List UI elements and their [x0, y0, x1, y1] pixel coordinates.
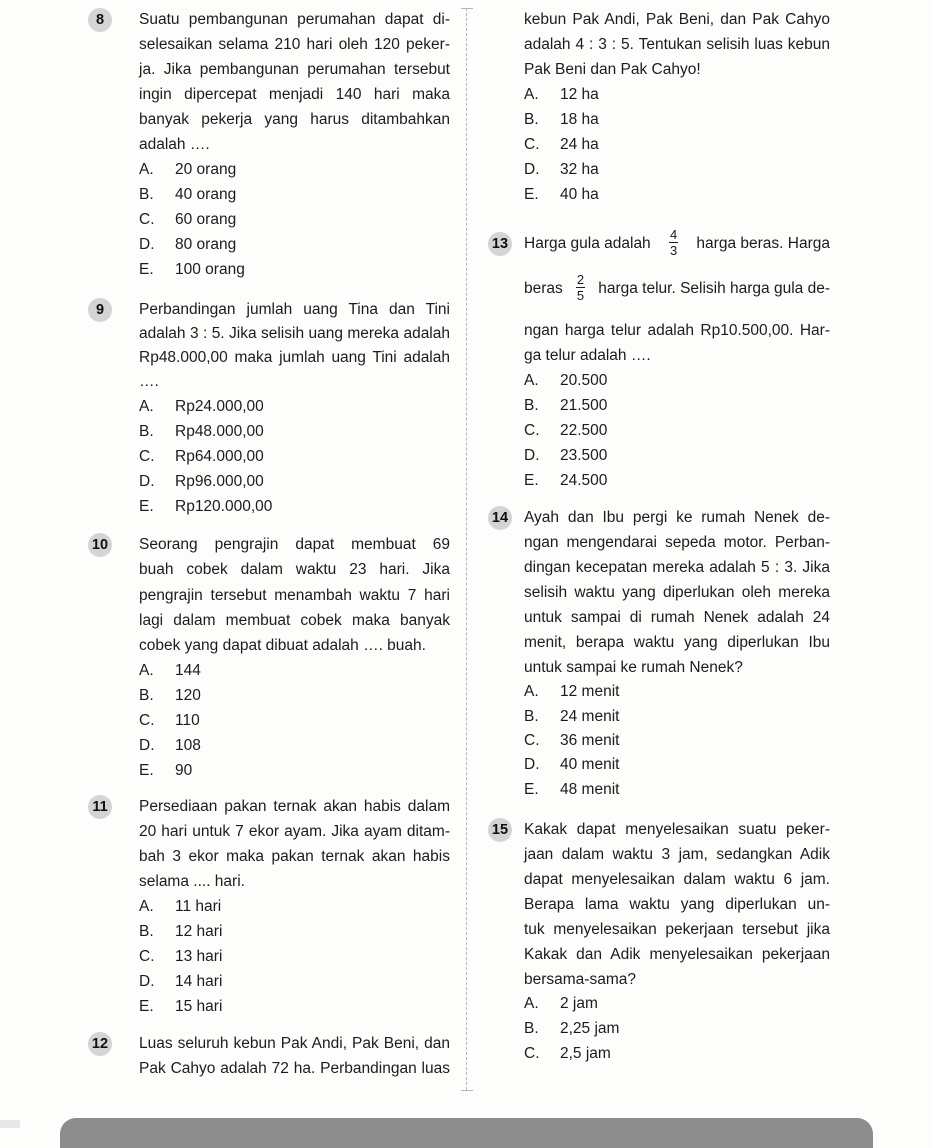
answer-option[interactable] [139, 759, 192, 783]
option-text: 2 jam [560, 995, 598, 1012]
question-text-line: jaan dalam waktu 3 jam, sedangkan Adik [524, 846, 830, 863]
option-text: 12 ha [560, 86, 599, 103]
option-text: Rp96.000,00 [175, 473, 264, 490]
option-letter: B. [524, 397, 539, 414]
page-edge-mark [0, 1120, 20, 1128]
column-divider-cap [461, 8, 473, 9]
answer-option[interactable] [139, 258, 245, 282]
option-letter: A. [139, 398, 154, 415]
question-text-line: tuk menyelesaikan pekerjaan tersebut jika [524, 921, 830, 938]
option-letter: A. [524, 995, 539, 1012]
question-text-line: selisih waktu yang diperlukan oleh mereka [524, 584, 830, 601]
question-number-badge: 14 [488, 506, 512, 530]
option-letter: A. [524, 372, 539, 389]
option-letter: E. [524, 186, 539, 203]
option-text: 21.500 [560, 397, 608, 414]
question-text-line [524, 226, 830, 258]
question-text-line: dingan kecepatan mereka adalah 5 : 3. Jika [524, 559, 830, 576]
option-letter: E. [139, 762, 154, 779]
answer-option[interactable] [139, 945, 222, 969]
question-text-line: bersama-sama? [524, 971, 636, 988]
question-text-line: cobek yang dapat dibuat adalah …. buah. [139, 637, 426, 654]
option-text: 14 hari [175, 973, 223, 990]
fraction-denominator: 3 [669, 242, 678, 258]
question-text-line: Pak Beni dan Pak Cahyo! [524, 61, 701, 78]
answer-option[interactable] [139, 495, 272, 519]
question-text-line: Pak Cahyo adalah 72 ha. Perbandingan luas [139, 1060, 450, 1077]
answer-option[interactable] [524, 394, 607, 418]
option-text: 80 orang [175, 236, 237, 253]
question-text-line: lagi dalam membuat cobek maka banyak [139, 612, 450, 629]
option-letter: A. [524, 683, 539, 700]
page-bottom-bar [60, 1118, 873, 1148]
question-text-line: ga telur adalah …. [524, 347, 651, 364]
answer-option[interactable] [524, 729, 619, 753]
answer-option[interactable] [524, 753, 619, 777]
option-letter: A. [139, 161, 154, 178]
option-letter: B. [524, 1020, 539, 1037]
question-text-line: adalah 4 : 3 : 5. Tentukan selisih luas kebun [524, 36, 830, 53]
answer-option[interactable] [139, 684, 201, 708]
answer-option[interactable] [524, 444, 607, 468]
answer-option[interactable] [524, 419, 607, 443]
answer-option[interactable] [139, 970, 222, 994]
option-text: 18 ha [560, 111, 599, 128]
option-text: 13 hari [175, 948, 223, 965]
question-text-line: banyak pekerja yang harus ditambahkan [139, 111, 450, 128]
fraction-numerator: 4 [669, 226, 678, 242]
option-text: 2,25 jam [560, 1020, 620, 1037]
question-text-line: ngan harga telur adalah Rp10.500,00. Har- [524, 322, 830, 339]
option-text: 48 menit [560, 781, 620, 798]
fraction-numerator: 2 [576, 271, 585, 287]
question-text-line: Rp48.000,00 maka jumlah uang Tini adalah [139, 349, 450, 366]
question-text-line: dapat menyelesaikan dalam waktu 6 jam. [524, 871, 830, 888]
answer-option[interactable] [139, 659, 201, 683]
option-letter: C. [524, 732, 540, 749]
option-text: 11 hari [175, 898, 222, 915]
option-letter: D. [139, 473, 155, 490]
question-text-line: ingin dipercepat menjadi 140 hari maka [139, 86, 450, 103]
question-number-badge: 11 [88, 795, 112, 819]
option-text: 15 hari [175, 998, 223, 1015]
fraction-denominator: 5 [576, 287, 585, 303]
answer-option[interactable] [524, 778, 619, 802]
answer-option[interactable] [139, 445, 264, 469]
text-segment: beras [524, 280, 563, 297]
answer-option[interactable] [524, 369, 607, 393]
option-letter: C. [139, 712, 155, 729]
question-text-line: 20 hari untuk 7 ekor ayam. Jika ayam ditam- [139, 823, 450, 840]
answer-option[interactable] [524, 108, 599, 132]
option-text: 144 [175, 662, 201, 679]
answer-option[interactable] [524, 133, 599, 157]
answer-option[interactable] [524, 469, 607, 493]
option-letter: C. [139, 211, 155, 228]
answer-option[interactable] [139, 895, 221, 919]
option-text: 108 [175, 737, 201, 754]
question-text-line: untuk sampai ke rumah Nenek? [524, 659, 743, 676]
question-text-line: adalah …. [139, 136, 210, 153]
answer-option[interactable] [524, 1017, 619, 1041]
question-number-badge: 9 [88, 298, 112, 322]
option-text: 20 orang [175, 161, 237, 178]
question-text-line: Luas seluruh kebun Pak Andi, Pak Beni, dan [139, 1035, 450, 1052]
answer-option[interactable] [139, 709, 200, 733]
option-letter: B. [524, 708, 539, 725]
option-letter: C. [524, 1045, 540, 1062]
question-text-line: selama .... hari. [139, 873, 245, 890]
option-letter: E. [139, 998, 154, 1015]
question-text-line: untuk sampai di rumah Nenek adalah 24 [524, 609, 830, 626]
option-letter: C. [139, 948, 155, 965]
option-text: 20.500 [560, 372, 608, 389]
answer-option[interactable] [139, 208, 236, 232]
question-text-line: kebun Pak Andi, Pak Beni, dan Pak Cahyo [524, 11, 830, 28]
option-letter: D. [524, 161, 540, 178]
question-text-line: …. [139, 373, 159, 390]
option-letter: B. [139, 687, 154, 704]
option-text: 60 orang [175, 211, 237, 228]
answer-option[interactable] [139, 995, 222, 1019]
option-text: 36 menit [560, 732, 620, 749]
column-divider [466, 8, 467, 1090]
question-number-badge: 8 [88, 8, 112, 32]
question-text-line: selesaikan selama 210 hari oleh 120 peker- [139, 36, 450, 53]
question-text-line: Kakak dapat menyelesaikan suatu peker- [524, 821, 830, 838]
option-text: 23.500 [560, 447, 608, 464]
question-text-line: ja. Jika pembangunan perumahan tersebut [139, 61, 450, 78]
question-text-line: Kakak dan Adik menyelesaikan pekerjaan [524, 946, 830, 963]
question-text-line: Perbandingan jumlah uang Tina dan Tini [139, 301, 450, 318]
question-text-line: Suatu pembangunan perumahan dapat di- [139, 11, 450, 28]
option-text: 40 menit [560, 756, 620, 773]
fraction [669, 227, 678, 258]
option-letter: D. [139, 737, 155, 754]
option-text: Rp48.000,00 [175, 423, 264, 440]
answer-option[interactable] [139, 470, 264, 494]
option-letter: B. [139, 186, 154, 203]
option-letter: C. [524, 136, 540, 153]
question-number-badge: 15 [488, 818, 512, 842]
text-segment: harga beras. Harga [696, 235, 830, 252]
answer-option[interactable] [139, 920, 222, 944]
answer-option[interactable] [139, 183, 236, 207]
option-text: 12 menit [560, 683, 620, 700]
answer-option[interactable] [524, 183, 599, 207]
option-letter: D. [139, 236, 155, 253]
fraction [576, 272, 585, 303]
answer-option[interactable] [524, 83, 599, 107]
option-letter: D. [139, 973, 155, 990]
option-text: Rp64.000,00 [175, 448, 264, 465]
option-text: 24 ha [560, 136, 599, 153]
option-text: 40 orang [175, 186, 237, 203]
option-letter: E. [139, 261, 154, 278]
option-letter: E. [139, 498, 154, 515]
answer-option[interactable] [139, 158, 236, 182]
question-text-line: Seorang pengrajin dapat membuat 69 [139, 536, 450, 553]
question-text-line: menit, berapa waktu yang diperlukan Ibu [524, 634, 830, 651]
question-text-line: Berapa lama waktu yang diperlukan un- [524, 896, 830, 913]
option-text: 12 hari [175, 923, 223, 940]
option-text: 100 orang [175, 261, 245, 278]
answer-option[interactable] [524, 992, 598, 1016]
option-text: Rp24.000,00 [175, 398, 264, 415]
answer-option[interactable] [524, 1042, 611, 1066]
option-text: 120 [175, 687, 201, 704]
option-letter: C. [524, 422, 540, 439]
question-number-badge: 12 [88, 1032, 112, 1056]
answer-option[interactable] [524, 680, 619, 704]
option-letter: B. [139, 923, 154, 940]
option-letter: A. [139, 662, 154, 679]
question-text-line: Persediaan pakan ternak akan habis dalam [139, 798, 450, 815]
option-text: 32 ha [560, 161, 599, 178]
question-text-line [524, 271, 830, 303]
answer-option[interactable] [139, 395, 264, 419]
text-segment: harga telur. Selisih harga gula de- [598, 280, 830, 297]
option-letter: D. [524, 447, 540, 464]
answer-option[interactable] [524, 705, 619, 729]
question-number-badge: 13 [488, 232, 512, 256]
question-text-line: adalah 3 : 5. Jika selisih uang mereka adalah [139, 325, 450, 342]
question-number-badge: 10 [88, 533, 112, 557]
option-letter: B. [524, 111, 539, 128]
option-letter: E. [524, 781, 539, 798]
option-text: 90 [175, 762, 193, 779]
option-text: 22.500 [560, 422, 608, 439]
column-divider-cap [461, 1090, 473, 1091]
option-text: 110 [175, 712, 200, 729]
option-text: Rp120.000,00 [175, 498, 273, 515]
question-text-line: ngan mengendarai sepeda motor. Perban- [524, 534, 830, 551]
option-text: 2,5 jam [560, 1045, 611, 1062]
question-text-line: buah cobek dalam waktu 23 hari. Jika [139, 561, 450, 578]
option-letter: E. [524, 472, 539, 489]
option-letter: D. [524, 756, 540, 773]
option-letter: A. [139, 898, 154, 915]
answer-option[interactable] [139, 233, 236, 257]
text-segment: Harga gula adalah [524, 235, 651, 252]
answer-option[interactable] [139, 734, 201, 758]
option-letter: C. [139, 448, 155, 465]
option-letter: B. [139, 423, 154, 440]
answer-option[interactable] [139, 420, 264, 444]
answer-option[interactable] [524, 158, 599, 182]
question-text-line: pengrajin tersebut menambah waktu 7 hari [139, 587, 450, 604]
option-letter: A. [524, 86, 539, 103]
question-text-line: Ayah dan Ibu pergi ke rumah Nenek de- [524, 509, 830, 526]
option-text: 40 ha [560, 186, 599, 203]
option-text: 24 menit [560, 708, 620, 725]
question-text-line: bah 3 ekor maka pakan ternak akan habis [139, 848, 450, 865]
option-text: 24.500 [560, 472, 608, 489]
